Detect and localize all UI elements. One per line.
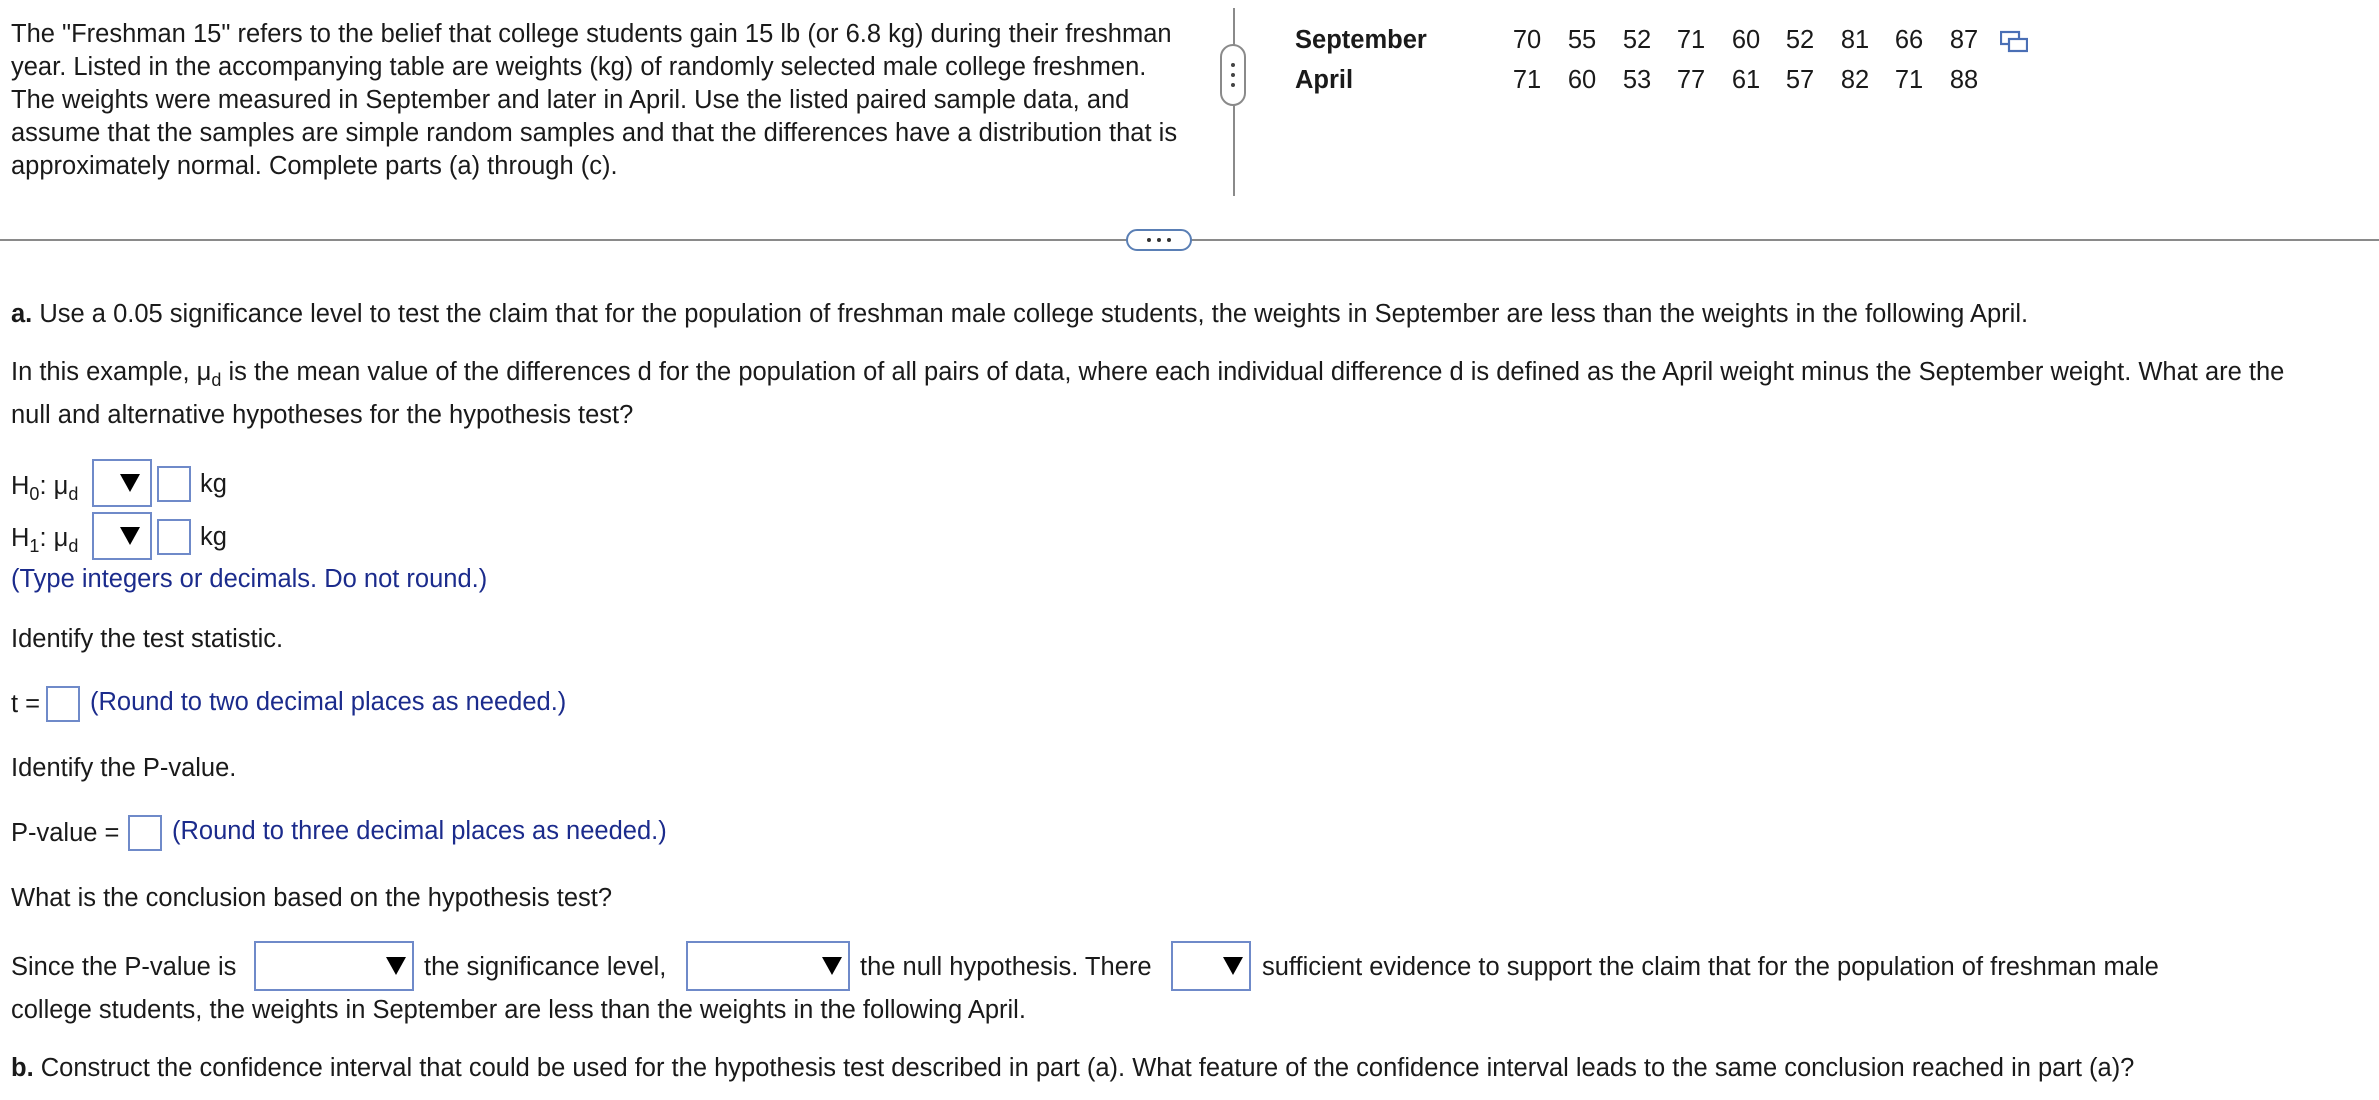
- p-value-hint: (Round to three decimal places as needed.): [172, 817, 667, 845]
- t-label: t =: [11, 690, 41, 718]
- evidence-select[interactable]: [1171, 941, 1251, 991]
- september-value: 60: [1731, 26, 1761, 54]
- part-a-explanation: In this example, $\mu_d$ is the mean value of the differences d for the population of all pairs of data, where each individual difference d is defined as the April weight minus the September weight. What are the: [11, 358, 2285, 391]
- april-value: 71: [1894, 66, 1924, 94]
- vertical-splitter-handle[interactable]: [1220, 44, 1246, 106]
- part-a-label: a.: [11, 300, 33, 328]
- h0-operator-select[interactable]: [92, 459, 152, 507]
- conclusion-sig-level: the significance level,: [424, 953, 667, 981]
- september-value: 87: [1949, 26, 1979, 54]
- p-value-label: P-value =: [11, 819, 120, 847]
- t-hint: (Round to two decimal places as needed.): [90, 688, 567, 716]
- april-value: 88: [1949, 66, 1979, 94]
- t-input[interactable]: [46, 686, 80, 722]
- september-value: 52: [1785, 26, 1815, 54]
- april-value: 71: [1512, 66, 1542, 94]
- identify-test-statistic: Identify the test statistic.: [11, 625, 284, 653]
- april-value: 82: [1840, 66, 1870, 94]
- type-hint: (Type integers or decimals. Do not round.): [11, 565, 488, 593]
- april-value: 61: [1731, 66, 1761, 94]
- horizontal-splitter-handle[interactable]: [1126, 229, 1192, 251]
- part-a-question-text: Use a 0.05 significance level to test the claim that for the population of freshman male college students, the weights in September are less than the weights in the following April.: [39, 300, 2029, 328]
- conclusion-question: What is the conclusion based on the hypothesis test?: [11, 884, 613, 912]
- april-label: April: [1295, 66, 1354, 94]
- september-label: September: [1295, 26, 1427, 54]
- identify-p-value: Identify the P-value.: [11, 754, 237, 782]
- h1-operator-select[interactable]: [92, 512, 152, 560]
- h1-label: $H_1$: $\mu_d$: [11, 524, 79, 557]
- copy-data-icon[interactable]: [2000, 30, 2028, 54]
- september-value: 52: [1622, 26, 1652, 54]
- p-value-comparison-select[interactable]: [254, 941, 414, 991]
- conclusion-null-hyp: the null hypothesis. There: [860, 953, 1152, 981]
- h0-label: $H_0$: $\mu_d$: [11, 472, 79, 505]
- april-value: 57: [1785, 66, 1815, 94]
- h0-unit: kg: [200, 470, 227, 498]
- september-value: 81: [1840, 26, 1870, 54]
- part-b-label: b.: [11, 1054, 34, 1082]
- h1-unit: kg: [200, 523, 227, 551]
- problem-intro: The "Freshman 15" refers to the belief that college students gain 15 lb (or 6.8 kg) during their freshman year. Listed in the accompanying table are weights (kg) of randomly selected male college freshmen. The weights were measured in September and later in April. Use the listed paired sample data, and assume that the samples are simple random samples and that the differences have a distribution that is approximately normal. Complete parts (a) through (c).: [11, 20, 1178, 180]
- h1-value-input[interactable]: [157, 519, 191, 555]
- part-a-explanation-cont: null and alternative hypotheses for the hypothesis test?: [11, 401, 634, 429]
- reject-decision-select[interactable]: [686, 941, 850, 991]
- h0-value-input[interactable]: [157, 466, 191, 502]
- april-value: 53: [1622, 66, 1652, 94]
- september-value: 70: [1512, 26, 1542, 54]
- september-value: 66: [1894, 26, 1924, 54]
- september-value: 55: [1567, 26, 1597, 54]
- conclusion-since: Since the P-value is: [11, 953, 237, 981]
- conclusion-sufficient: sufficient evidence to support the claim that for the population of freshman male: [1262, 953, 2159, 981]
- april-value: 77: [1676, 66, 1706, 94]
- part-b-question: [11, 1052, 2371, 1085]
- part-a-question: [11, 298, 2371, 331]
- part-b-question-text: Construct the confidence interval that could be used for the hypothesis test described in part (a). What feature of the confidence interval leads to the same conclusion reached in part (a)?: [40, 1054, 2135, 1082]
- conclusion-tail: college students, the weights in September are less than the weights in the following April.: [11, 996, 1026, 1024]
- p-value-input[interactable]: [128, 815, 162, 851]
- april-value: 60: [1567, 66, 1597, 94]
- september-value: 71: [1676, 26, 1706, 54]
